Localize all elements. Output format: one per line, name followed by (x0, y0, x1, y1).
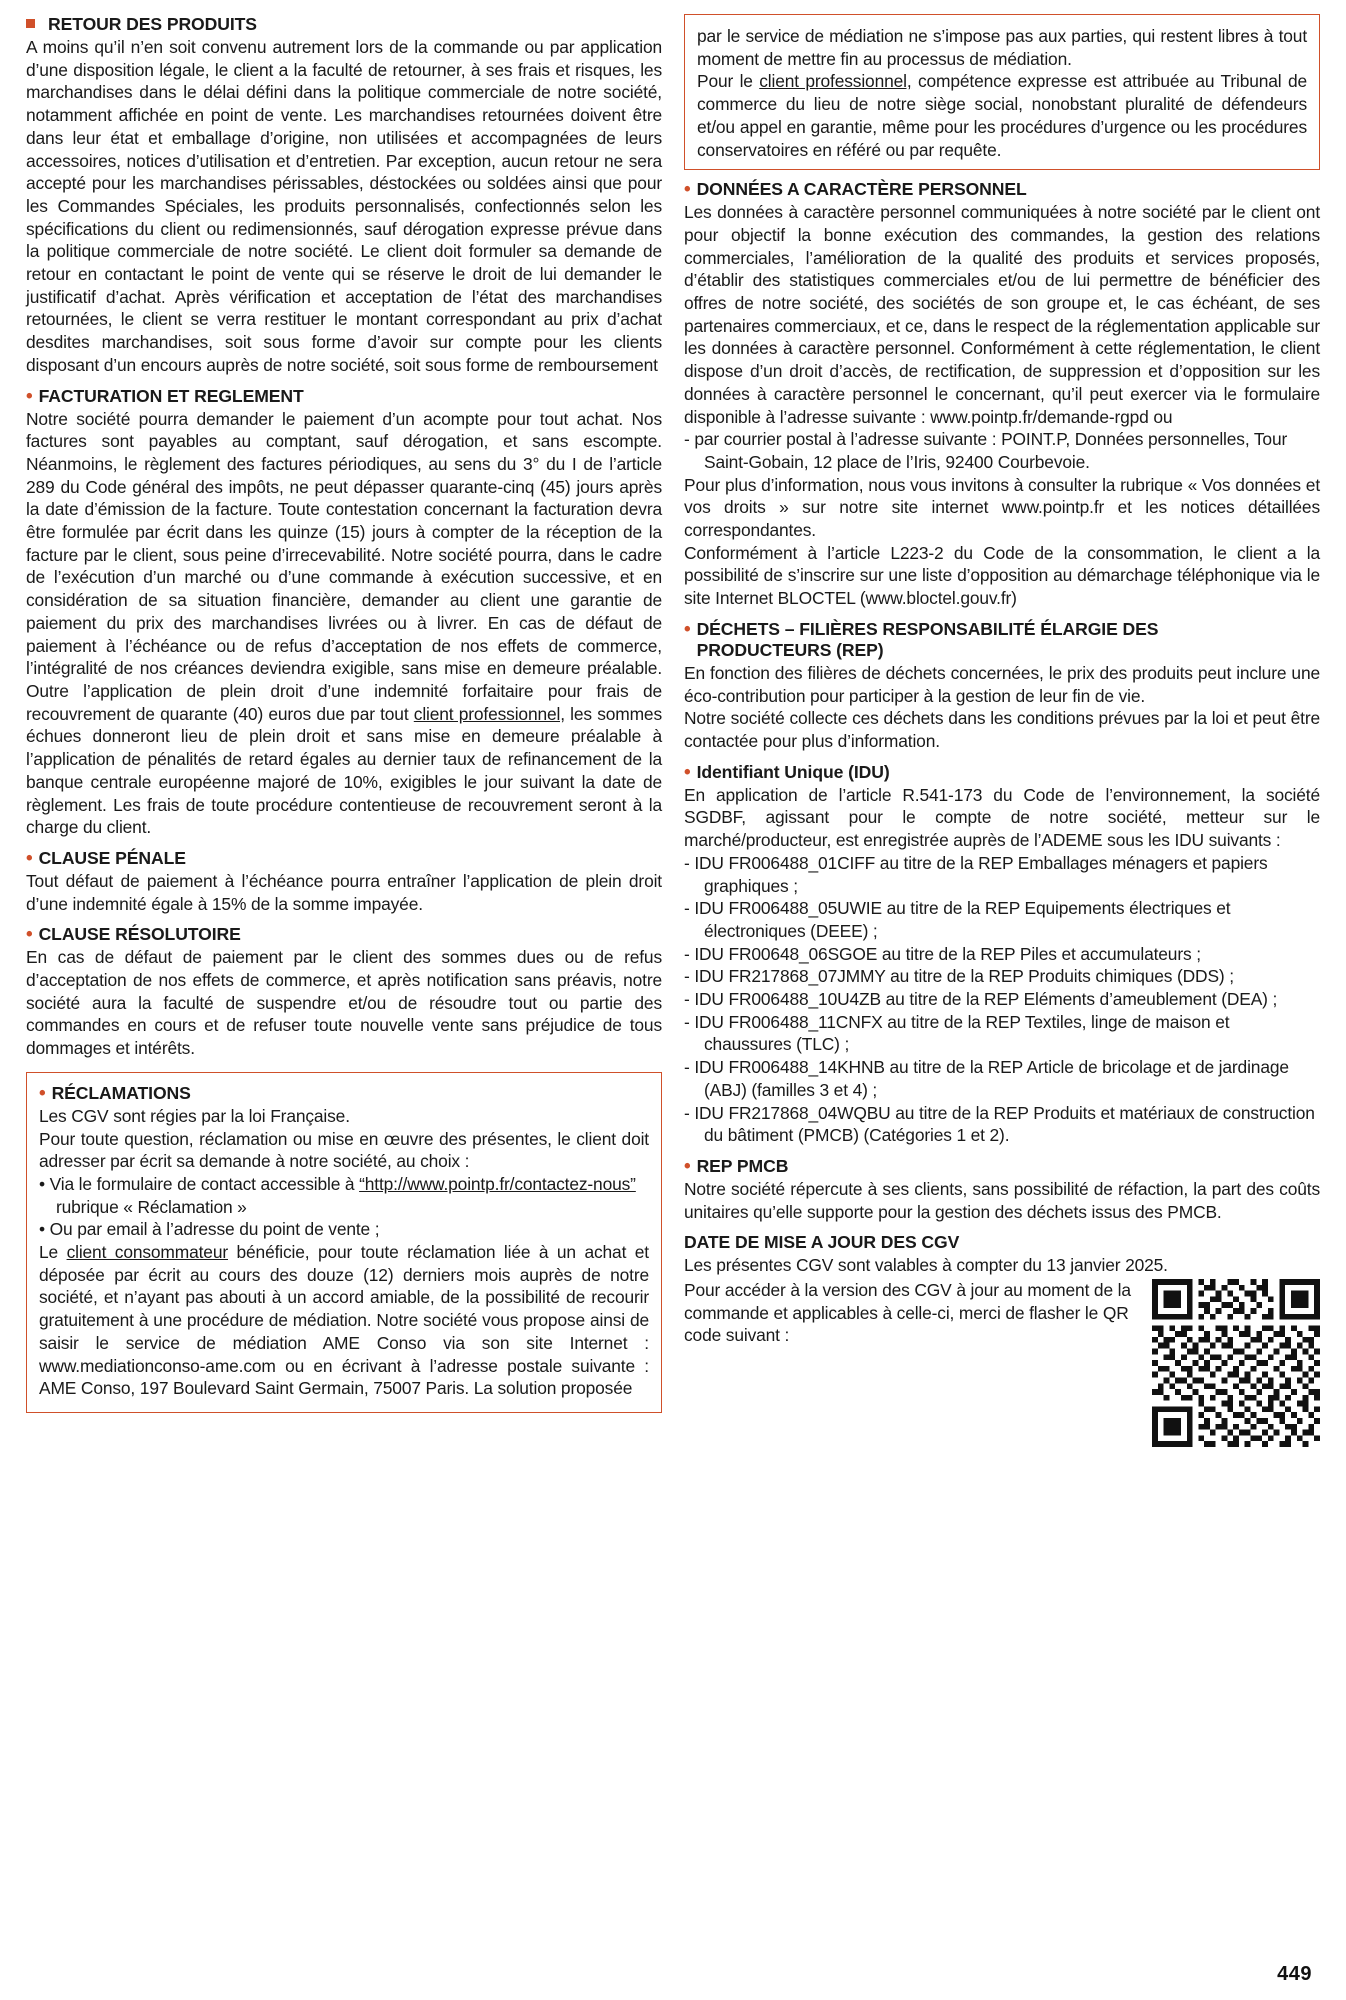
bullet-marker-icon: • (39, 1082, 46, 1104)
paragraph-rep-pmcb: Notre société répercute à ses clients, sans possibilité de réfaction, la part des coûts unitaires qu’elle supporte pour la gestion des déchets issus des PMCB. (684, 1178, 1320, 1222)
dechets-heading-line1: DÉCHETS – FILIÈRES RESPONSABILITÉ ÉLARGIE DES (696, 618, 1159, 639)
idu-item-1: IDU FR006488_01CIFF au titre de la REP Emballages ménagers et papiers graphiques ; (694, 852, 1268, 896)
paragraph-dechets-1: En fonction des filières de déchets concernées, le prix des produits peut inclure une éco-contribution pour participer à la gestion de leur fin de vie. (684, 662, 1320, 706)
paragraph-dechets-2: Notre société collecte ces déchets dans les conditions prévues par la loi et peut être contactée pour plus d’information. (684, 708, 1320, 751)
paragraph-donnees-bloctel: Conformément à l’article L223-2 du Code de la consommation, le client a la possibilité de s’inscrire sur une liste d’opposition au démarchage téléphonique via le site Internet BLOCTEL (www.bloctel.gouv.fr) (684, 542, 1320, 609)
paragraph-donnees-personnelles: Les données à caractère personnel communiquées à notre société par le client ont pour objectif la bonne exécution des commandes, la gestion des relations commerciales, l’amélioration de la qualité des produits et services proposés, d’établir des statistiques commerciales et/ou de lui permettre de bénéficier des offres de notre société, des sociétés de son groupe et, le cas échéant, de ses partenaires commerciaux, et ce, dans le respect de la réglementation applicable sur les données à caractère personnel. Conformément à cette réglementation, le client dispose d’un droit d’accès, de rectification, de suppression et d’opposition sur les données à caractère personnel le concernant, qu’il peut exercer via le formulaire disponible à l’adresse suivante : www.pointp.fr/demande-rgpd ou (684, 202, 1320, 427)
section-heading-clause-resolutoire: • CLAUSE RÉSOLUTOIRE (26, 924, 241, 946)
section-heading-dechets-rep (684, 619, 1320, 661)
paragraph-idu-intro: En application de l’article R.541-173 du Code de l’environnement, la société SGDBF, agissant pour le compte de notre société, metteur sur le marché/producteur, est enregistrée auprès de l’ADEME sous les IDU suivants : (684, 784, 1320, 851)
mediation-line2-post: compétence expresse est attribuée au Tribunal de commerce du lieu de notre siège social, nonobstant pluralité de défendeurs et/ou appel en garantie, même pour les procédures d’urgence ou les procédures conservatoires en référé ou par requête. (697, 71, 1307, 160)
list-item: - IDU FR006488_10U4ZB au titre de la REP Eléments d’ameublement (DEA) ; (684, 989, 1278, 1010)
reclamations-tail-post: bénéficie, pour toute réclamation liée à un achat et déposée par écrit au cours des douze (12) derniers mois auprès de notre société, et n’ayant pas abouti à un accord amiable, de la possibilité de recourir gratuitement à une procédure de médiation. Notre société vous propose ainsi de saisir le service de médiation AME Conso via son site Internet : www.mediationconso-ame.com ou en écrivant à l’adresse postale suivante : AME Conso, 197 Boulevard Saint Germain, 75007 Paris. La solution proposée (39, 1242, 649, 1399)
list-item: - par courrier postal à l’adresse suivante : POINT.P, Données personnelles, Tour Saint-Gobain, 12 place de l’Iris, 92400 Courbevoie. (684, 429, 1288, 472)
reclamations-tail (39, 1241, 649, 1400)
dechets-heading-line2: PRODUCTEURS (REP) (696, 639, 884, 660)
bullet-marker-icon: • (684, 179, 691, 201)
section-heading-donnees-personnelles: • DONNÉES A CARACTÈRE PERSONNEL (684, 179, 1027, 201)
mediation-line2 (697, 70, 1307, 161)
paragraph-facturation (26, 408, 662, 839)
reclamations-contact-link[interactable]: “http://www.pointp.fr/contactez-nous” (359, 1173, 636, 1194)
idu-item-3: IDU FR00648_06SGOE au titre de la REP Piles et accumulateurs ; (694, 943, 1201, 964)
reclamations-box (26, 1072, 662, 1413)
section-heading-reclamations: • RÉCLAMATIONS (39, 1082, 191, 1104)
page-number: 449 (1277, 1963, 1312, 1985)
list-item: • Via le formulaire de contact accessible à “http://www.pointp.fr/contactez-nous” rubrique « Réclamation » (39, 1173, 636, 1217)
reclamations-bullet-2: Ou par email à l’adresse du point de vente ; (49, 1219, 380, 1240)
reclamations-bullet-list (39, 1173, 649, 1241)
donnees-dash-item-1: par courrier postal à l’adresse suivante : POINT.P, Données personnelles, Tour Saint-Gobain, 12 place de l’Iris, 92400 Courbevoie. (694, 429, 1288, 472)
list-item: - IDU FR006488_01CIFF au titre de la REP Emballages ménagers et papiers graphiques ; (684, 852, 1268, 896)
right-column (684, 14, 1320, 1447)
list-item: - IDU FR006488_05UWIE au titre de la REP Equipements électriques et électroniques (DEEE) ; (684, 898, 1231, 941)
facturation-underline-client-professionnel: client professionnel, (413, 703, 565, 724)
reclamations-tail-pre: Le (39, 1242, 67, 1263)
list-item: - IDU FR006488_11CNFX au titre de la REP Textiles, linge de maison et chaussures (TLC) ; (684, 1011, 1230, 1055)
paragraph-qr-instruction: Pour accéder à la version des CGV à jour au moment de la commande et applicables à celle-ci, merci de flasher le QR code suivant : (684, 1280, 1131, 1346)
bullet-marker-icon: • (684, 1155, 691, 1177)
paragraph-maj: Les présentes CGV sont valables à compter du 13 janvier 2025. (684, 1255, 1168, 1276)
qr-row (684, 1279, 1320, 1447)
paragraph-clause-resolutoire: En cas de défaut de paiement par le client des sommes dues ou de refus d’acceptation de nos effets de commerce, et après notification sans préavis, notre société aura la faculté de suspendre et/ou de résoudre tout ou partie des commandes en cours et de refuser toute nouvelle vente sans préjudice de tous dommages et intérêts. (26, 947, 662, 1059)
idu-item-2: IDU FR006488_05UWIE au titre de la REP Equipements électriques et électroniques (DEEE) ; (694, 898, 1231, 941)
bullet-marker-icon: • (26, 924, 33, 946)
bullet-marker-icon: • (684, 618, 691, 640)
paragraph-retour-des-produits: A moins qu’il n’en soit convenu autrement lors de la commande ou par application d’une disposition légale, le client a la faculté de retourner, à ses frais et risques, les marchandises dans le délai défini dans la politique commerciale de notre société, notamment affichée en point de vente. Les marchandises retournées doivent être dans leur état et emballage d’origine, non utilisées et accompagnées de leurs accessoires, notices d’utilisation et d’entretien. Par exception, aucun retour ne sera accepté pour les marchandises périssables, déstockées ou soldées ainsi que pour les Commandes Spéciales, les produits personnalisés, confectionnés selon les spécifications du client ou redimensionnés, sauf dérogation expresse prévue dans la politique commerciale de notre société. Le client doit formuler sa demande de retour en contactant le point de vente qui se réserve le droit de lui demander le justificatif d’achat. Après vérification et acceptation de l’état des marchandises retournées, le client se verra restituer le montant correspondant au prix d’achat desdites marchandises, soit sous forme d’avoir sur compte pour les clients disposant d’un encours auprès de notre société, soit sous forme de remboursement (26, 37, 662, 375)
left-column (26, 14, 662, 1413)
section-heading-retour-des-produits: RETOUR DES PRODUITS (26, 14, 662, 35)
bullet-marker-icon: • (26, 847, 33, 869)
paragraph-clause-penale: Tout défaut de paiement à l’échéance pourra entraîner l’application de plein droit d’une indemnité égale à 15% de la somme impayée. (26, 870, 662, 914)
idu-item-5: IDU FR006488_10U4ZB au titre de la REP Eléments d’ameublement (DEA) ; (694, 989, 1278, 1010)
section-heading-date-mise-a-jour: DATE DE MISE A JOUR DES CGV (684, 1232, 960, 1253)
idu-item-7: IDU FR006488_14KHNB au titre de la REP Article de bricolage et de jardinage (ABJ) (familles 3 et 4) ; (694, 1057, 1289, 1100)
list-item: • Ou par email à l’adresse du point de vente ; (39, 1219, 380, 1240)
mediation-line1: par le service de médiation ne s’impose pas aux parties, qui restent libres à tout moment de mettre fin au processus de médiation. (697, 26, 1307, 69)
facturation-part1: Notre société pourra demander le paiement d’un acompte pour tout achat. Nos factures sont payables au comptant, sauf dérogation, et sans escompte. Néanmoins, le règlement des factures périodiques, au sens du 3° du I de l’article 289 du Code général des impôts, ne peut dépasser quarante-cinq (45) jours après la date d’émission de la facture. Toute contestation concernant la facturation devra être formulée par écrit dans les quinze (15) jours à compter de la réception de la facture par le client, sous peine d’irrecevabilité. Notre société pourra, dans le cadre de l’exécution d’un marché ou d’une commande à exécution successive, et en considération de sa situation financière, demander au client une garantie de paiement du prix des marchandises livrées ou à livrer. En cas de défaut de paiement à l’échéance ou de refus d’acceptation de nos effets de commerce, l’intégralité de nos créances deviendra exigible, sans mise en demeure préalable. Outre l’application de plein droit d’une indemnité forfaitaire pour frais de recouvrement de quarante (40) euros due par tout (26, 408, 662, 724)
reclamations-line2: Pour toute question, réclamation ou mise en œuvre des présentes, le client doit adresser par écrit sa demande à notre société, au choix : (39, 1128, 649, 1172)
mediation-continuation-box (684, 14, 1320, 170)
reclamations-underline-client-consommateur: client consommateur (66, 1242, 228, 1263)
list-item: - IDU FR217868_04WQBU au titre de la REP Produits et matériaux de construction du bâtiment (PMCB) (Catégories 1 et 2). (684, 1102, 1315, 1146)
reclamations-bullet-1-post: rubrique « Réclamation » (56, 1196, 247, 1217)
facturation-part2: les sommes échues donneront lieu de plein droit et sans mise en demeure préalable à l’application de pénalités de retard égales au dernier taux de refinancement de la banque centrale européenne majoré de 10%, exigibles le jour suivant la date de règlement. Les frais de toute procédure contentieuse de recouvrement seront à la charge du client. (26, 703, 662, 838)
donnees-dash-list (684, 428, 1320, 473)
section-heading-identifiant-unique: • Identifiant Unique (IDU) (684, 761, 890, 783)
idu-item-8: IDU FR217868_04WQBU au titre de la REP Produits et matériaux de construction du bâtiment (PMCB) (Catégories 1 et 2). (694, 1102, 1315, 1146)
bullet-marker-icon: • (26, 385, 33, 407)
qr-code-icon[interactable] (1152, 1279, 1320, 1447)
reclamations-line1: Les CGV sont régies par la loi Française. (39, 1105, 350, 1126)
idu-item-4: IDU FR217868_07JMMY au titre de la REP Produits chimiques (DDS) ; (694, 966, 1234, 987)
section-heading-clause-penale: • CLAUSE PÉNALE (26, 847, 186, 869)
list-item: - IDU FR217868_07JMMY au titre de la REP Produits chimiques (DDS) ; (684, 966, 1234, 987)
mediation-underline-client-professionnel: client professionnel, (759, 71, 912, 92)
bullet-marker-icon: • (684, 761, 691, 783)
list-item: - IDU FR006488_14KHNB au titre de la REP Article de bricolage et de jardinage (ABJ) (familles 3 et 4) ; (684, 1057, 1289, 1100)
two-column-layout (26, 14, 1320, 1447)
idu-item-6: IDU FR006488_11CNFX au titre de la REP Textiles, linge de maison et chaussures (TLC) ; (694, 1011, 1230, 1055)
paragraph-donnees-info: Pour plus d’information, nous vous invitons à consulter la rubrique « Vos données et vos droits » sur notre site internet www.pointp.fr et les notices détaillées correspondantes. (684, 474, 1320, 541)
mediation-line2-pre: Pour le (697, 71, 760, 92)
square-marker-icon (26, 19, 35, 28)
idu-list (684, 852, 1320, 1147)
reclamations-bullet-1-pre: Via le formulaire de contact accessible à (49, 1173, 360, 1194)
section-heading-facturation: • FACTURATION ET REGLEMENT (26, 385, 304, 407)
list-item: - IDU FR00648_06SGOE au titre de la REP Piles et accumulateurs ; (684, 943, 1201, 964)
section-heading-rep-pmcb: • REP PMCB (684, 1155, 789, 1177)
